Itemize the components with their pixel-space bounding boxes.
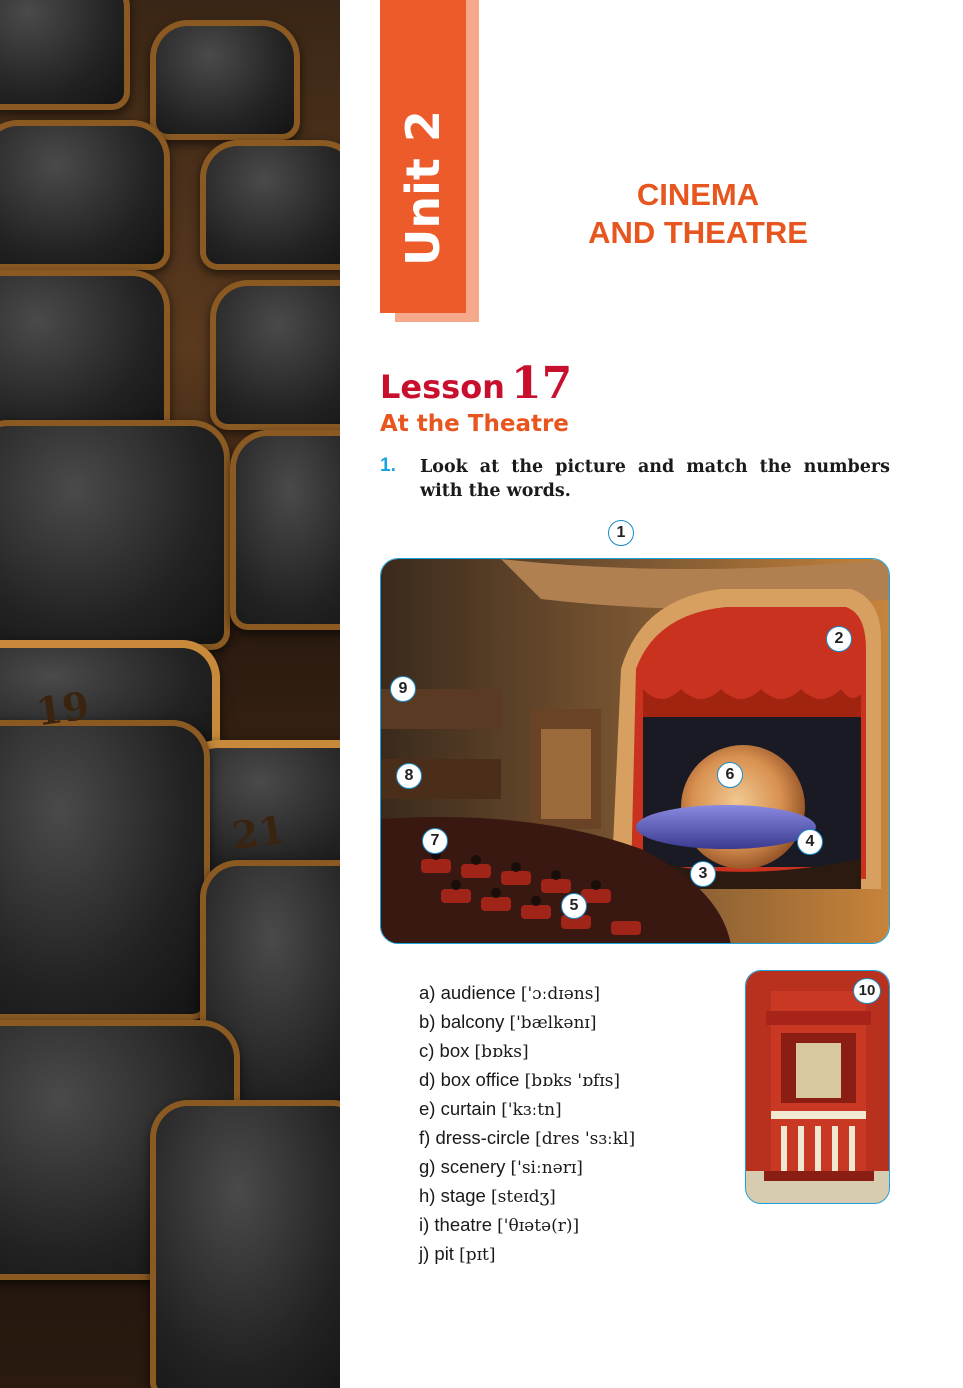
label-9-badge: 9 bbox=[390, 676, 416, 702]
label-6-badge: 6 bbox=[717, 762, 743, 788]
vocab-item: c) box [bɒks] bbox=[419, 1040, 529, 1062]
seat bbox=[0, 270, 170, 440]
theatre-illustration bbox=[381, 559, 890, 944]
vocab-item: h) stage [steɪdʒ] bbox=[419, 1185, 556, 1207]
seat bbox=[0, 120, 170, 270]
lesson-number: 17 bbox=[510, 358, 573, 409]
vocab-item: e) curtain ['kɜːtn] bbox=[419, 1098, 562, 1120]
task-number: 1. bbox=[380, 455, 396, 476]
vocab-item: f) dress-circle [dres 'sɜːkl] bbox=[419, 1127, 636, 1149]
task-instruction: Look at the picture and match the numbers with the words. bbox=[420, 457, 890, 501]
vocab-item: d) box office [bɒks 'ɒfɪs] bbox=[419, 1069, 621, 1091]
vocabulary-list bbox=[419, 978, 635, 1268]
lesson-word: Lesson bbox=[380, 368, 505, 406]
label-2-badge: 2 bbox=[826, 626, 852, 652]
box-office-illustration bbox=[746, 971, 890, 1204]
unit-label: Unit 2 bbox=[396, 110, 451, 266]
label-3-badge: 3 bbox=[690, 861, 716, 887]
label-7-badge: 7 bbox=[422, 828, 448, 854]
seat bbox=[230, 430, 340, 630]
label-10-badge: 10 bbox=[853, 978, 881, 1004]
seat bbox=[0, 0, 130, 110]
vocab-item: g) scenery ['siːnərɪ] bbox=[419, 1156, 583, 1178]
label-4-badge: 4 bbox=[797, 829, 823, 855]
vocab-item: i) theatre ['θɪətə(r)] bbox=[419, 1214, 580, 1236]
theatre-auditorium-picture bbox=[380, 558, 890, 944]
unit-title: CINEMA AND THEATRE bbox=[588, 177, 808, 250]
seat bbox=[150, 20, 300, 140]
seat-number: 21 bbox=[229, 806, 288, 859]
lesson-subtitle: At the Theatre bbox=[380, 411, 569, 437]
seat bbox=[0, 720, 210, 1020]
theatre-seats-photo bbox=[0, 0, 340, 1388]
vocab-item: j) pit [pɪt] bbox=[419, 1243, 496, 1265]
label-8-badge: 8 bbox=[396, 763, 422, 789]
vocab-item: a) audience ['ɔːdɪəns] bbox=[419, 982, 601, 1004]
label-1-badge: 1 bbox=[608, 520, 634, 546]
seat-number: 19 bbox=[33, 682, 92, 735]
box-office-picture bbox=[745, 970, 890, 1204]
seat bbox=[210, 280, 340, 430]
seat bbox=[200, 140, 340, 270]
lesson-heading bbox=[380, 358, 572, 409]
seat bbox=[0, 420, 230, 650]
vocab-item: b) balcony ['bælkənɪ] bbox=[419, 1011, 597, 1033]
seat bbox=[150, 1100, 340, 1388]
label-5-badge: 5 bbox=[561, 893, 587, 919]
